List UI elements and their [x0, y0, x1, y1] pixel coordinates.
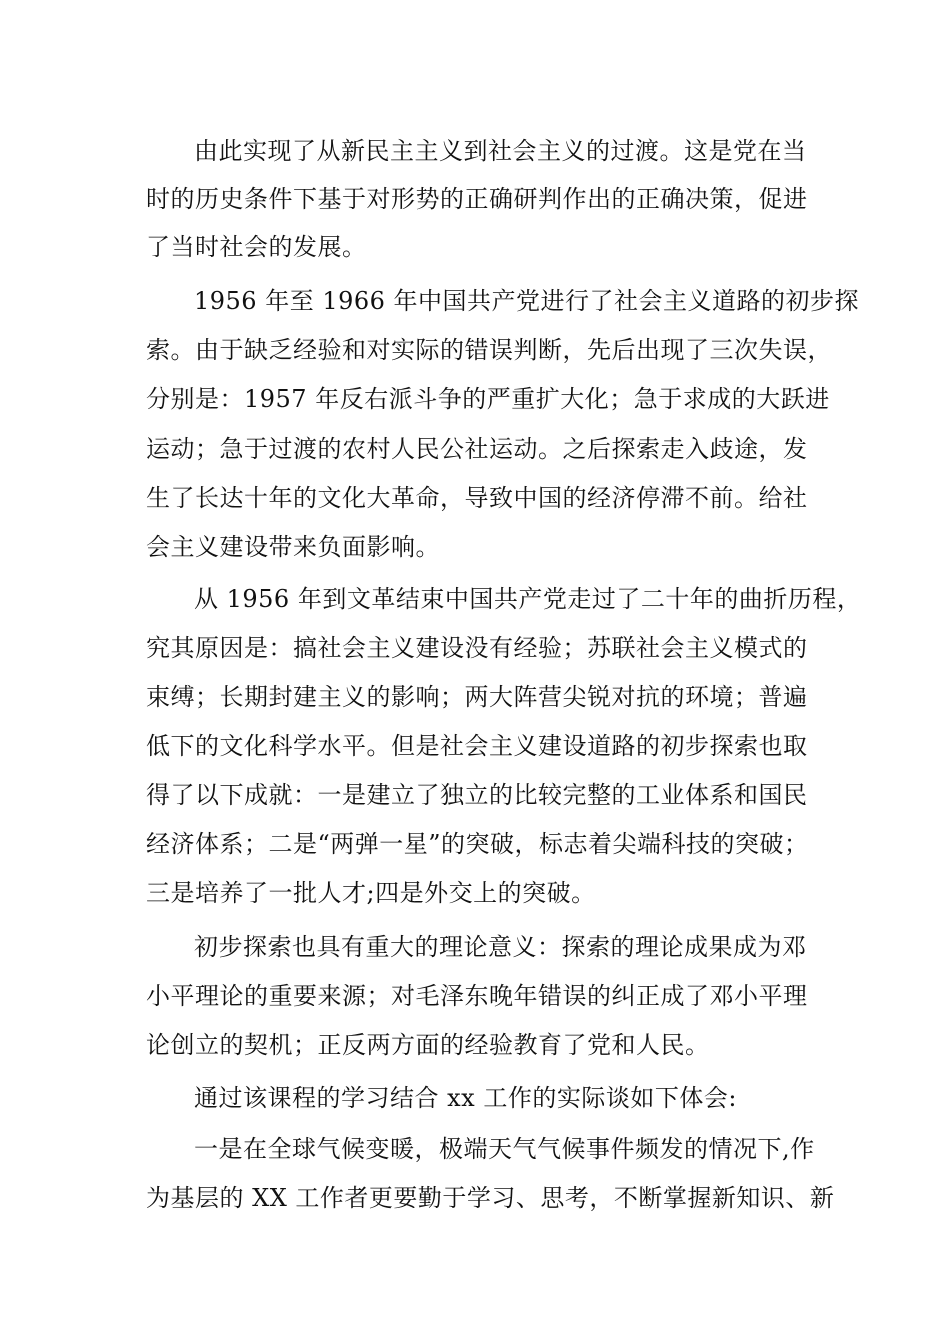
- text-line: 会主义建设带来负面影响。: [146, 533, 440, 561]
- text-line: 得了以下成就：一是建立了独立的比较完整的工业体系和国民: [146, 781, 808, 809]
- text-line: 运动；急于过渡的农村人民公社运动。之后探索走入歧途，发: [146, 435, 808, 463]
- text-line: 低下的文化科学水平。但是社会主义建设道路的初步探索也取: [146, 732, 808, 760]
- text-line: 论创立的契机；正反两方面的经验教育了党和人民。: [146, 1031, 710, 1059]
- text-line: 从 1956 年到文革结束中国共产党走过了二十年的曲折历程，: [194, 585, 862, 613]
- text-line: 通过该课程的学习结合 xx 工作的实际谈如下体会:: [194, 1084, 737, 1112]
- text-line: 束缚；长期封建主义的影响；两大阵营尖锐对抗的环境；普遍: [146, 683, 808, 711]
- text-line: 小平理论的重要来源；对毛泽东晚年错误的纠正成了邓小平理: [146, 982, 808, 1010]
- text-line: 三是培养了一批人才;四是外交上的突破。: [146, 879, 596, 907]
- text-line: 分别是：1957 年反右派斗争的严重扩大化；急于求成的大跃进: [146, 385, 830, 413]
- text-line: 一是在全球气候变暖，极端天气气候事件频发的情况下,作: [194, 1135, 815, 1163]
- text-line: 生了长达十年的文化大革命，导致中国的经济停滞不前。给社: [146, 484, 808, 512]
- text-line: 究其原因是：搞社会主义建设没有经验；苏联社会主义模式的: [146, 634, 808, 662]
- text-line: 索。由于缺乏经验和对实际的错误判断，先后出现了三次失误，: [146, 336, 832, 364]
- text-line: 时的历史条件下基于对形势的正确研判作出的正确决策，促进: [146, 185, 808, 213]
- text-line: 了当时社会的发展。: [146, 233, 367, 261]
- text-line: 初步探索也具有重大的理论意义：探索的理论成果成为邓: [194, 933, 807, 961]
- text-line: 由此实现了从新民主主义到社会主义的过渡。这是党在当: [194, 137, 807, 165]
- text-line: 为基层的 XX 工作者更要勤于学习、思考，不断掌握新知识、新: [146, 1184, 835, 1212]
- text-line: 经济体系；二是“两弹一星”的突破，标志着尖端科技的突破；: [146, 830, 809, 858]
- text-line: 1956 年至 1966 年中国共产党进行了社会主义道路的初步探: [194, 287, 860, 315]
